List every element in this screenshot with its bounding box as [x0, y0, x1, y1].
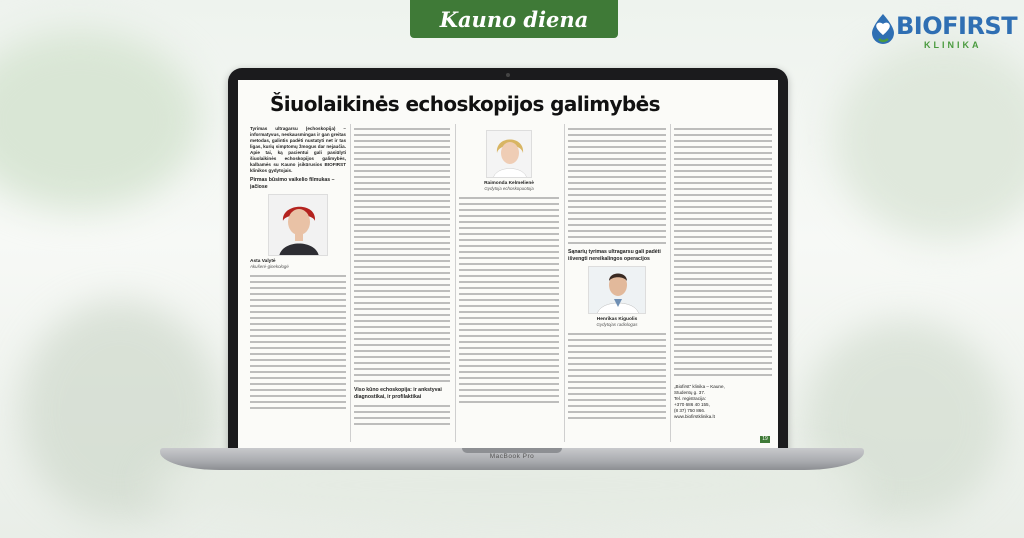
section-heading-1: Pirmas būsimo vaikelio filmukas – įačiose: [250, 177, 335, 190]
caption-name-3: Henrikas Kiguolis: [596, 317, 638, 322]
article-column-3: [459, 126, 559, 444]
article-column-5: [674, 126, 772, 444]
caption-name-2: Raimonda Kelmelienė: [484, 181, 534, 186]
article-column-1: [250, 126, 346, 444]
article-column-4: [568, 126, 666, 444]
caption-name-1: Asta Valytė: [250, 259, 276, 264]
section-heading-3: Sąnarių tyrimas ultragarsu gali padėti išvengti nereikalingos operacijos: [568, 249, 661, 262]
laptop-screen: [238, 80, 778, 448]
laptop-lid: [228, 68, 788, 458]
portrait-photo-raimonda-kelmeliene: [486, 130, 532, 178]
logo-subtitle: KLINIKA: [924, 40, 982, 50]
laptop-model-label: MacBook Pro: [489, 453, 535, 460]
caption-role-2: Gydytoja echoskopuotoja: [484, 186, 534, 191]
caption-role-1: Akušerė-ginekologė: [250, 264, 289, 269]
logo-wordmark: BIOFIRST: [896, 12, 1018, 40]
contact-line: (8 37) 750 866.: [674, 408, 706, 413]
contact-line: Tel. registracija:: [674, 396, 706, 401]
contact-line: Studentų g. 37.: [674, 390, 706, 395]
portrait-photo-asta-valyte: [268, 194, 328, 256]
portrait-photo-henrikas-kiguolis: [588, 266, 646, 314]
article-lede: Tyrimas ultragarsu (echoskopija) – informatyvus, neskausmingas ir gan greitas metodas, galintis padėti nustatyti net ir tas ligas, kurių simptomų žmogus dar nejaučia. Apie tai, ką pacientui gali pasiūlyti šiuolaikinės echoskopijos galimybės, kalbamės su Kauno įsikūrusios BIOFIRST klinikos gydytojais.: [250, 126, 346, 173]
contact-line: www.biofirstklinika.lt: [674, 414, 715, 419]
newspaper-masthead: Kauno diena: [410, 0, 618, 38]
laptop-base: [160, 448, 864, 470]
clinic-contact-block: [674, 384, 772, 420]
camera-icon: [506, 73, 510, 77]
contact-line: +370 686 40 155,: [674, 402, 710, 407]
heart-drop-icon: [868, 12, 898, 46]
article-column-2: [354, 126, 450, 444]
caption-role-3: Gydytojas radiologas: [596, 322, 638, 327]
article-headline: Šiuolaikinės echoskopijos galimybės: [270, 92, 660, 116]
contact-line: „Biofirst“ klinika – Kaune,: [674, 384, 725, 389]
section-heading-2: Viso kūno echoskopija: ir ankstyvai diagnostikai, ir profilaktikai: [354, 387, 442, 400]
biofirst-logo: [868, 10, 1018, 52]
page-number: 19: [760, 436, 770, 443]
